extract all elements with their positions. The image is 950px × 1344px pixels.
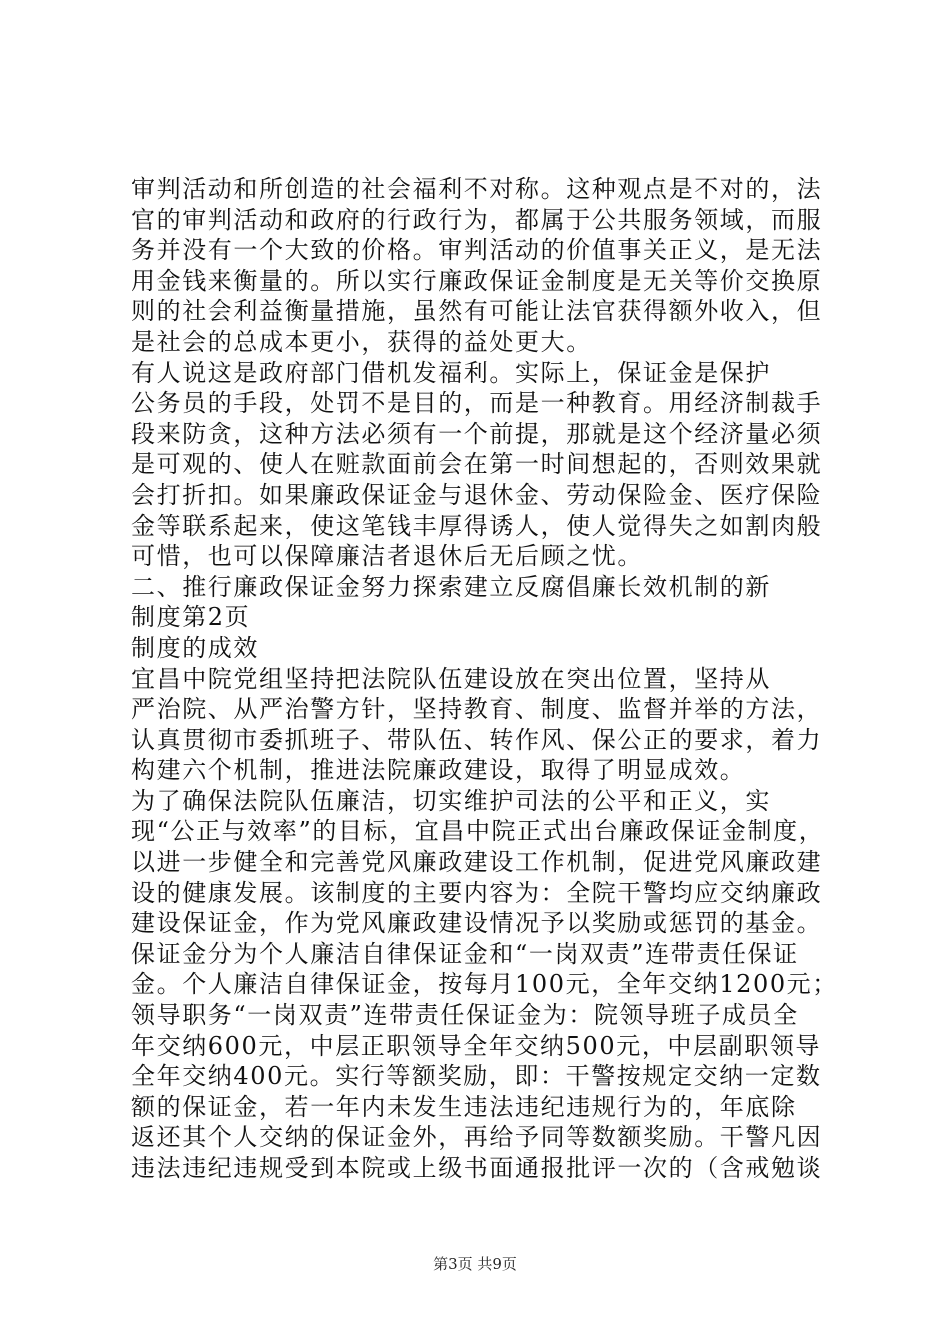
text-line: 金等联系起来，使这笔钱丰厚得诱人，使人觉得失之如割肉般 xyxy=(131,511,823,540)
text-line: 为了确保法院队伍廉洁，切实维护司法的公平和正义，实 xyxy=(131,786,771,815)
text-line: 官的审判活动和政府的行政行为，都属于公共服务领域，而服 xyxy=(131,205,823,234)
text-line: 用金钱来衡量的。所以实行廉政保证金制度是无关等价交换原 xyxy=(131,266,823,295)
text-line: 是社会的总成本更小，获得的益处更大。 xyxy=(131,327,592,356)
text-line: 审判活动和所创造的社会福利不对称。这种观点是不对的，法 xyxy=(131,175,823,203)
text-line: 制度的成效 xyxy=(131,633,259,662)
text-line: 保证金分为个人廉洁自律保证金和“一岗双责”连带责任保证 xyxy=(131,939,799,968)
text-line: 全年交纳400元。实行等额奖励，即：干警按规定交纳一定数 xyxy=(131,1062,822,1091)
page-number: 第3页 共9页 xyxy=(433,1255,517,1273)
text-line: 则的社会利益衡量措施，虽然有可能让法官获得额外收入，但 xyxy=(131,297,823,326)
text-line: 返还其个人交纳的保证金外，再给予同等数额奖励。干警凡因 xyxy=(131,1123,823,1152)
text-line: 务并没有一个大致的价格。审判活动的价值事关正义，是无法 xyxy=(131,236,823,265)
text-line: 有人说这是政府部门借机发福利。实际上，保证金是保护 xyxy=(131,358,771,387)
text-line: 建设保证金，作为党风廉政建设情况予以奖励或惩罚的基金。 xyxy=(131,909,823,938)
text-line: 领导职务“一岗双责”连带责任保证金为：院领导班子成员全 xyxy=(131,1001,799,1030)
body-text xyxy=(131,174,838,1184)
text-line: 现“公正与效率”的目标，宜昌中院正式出台廉政保证金制度， xyxy=(131,817,825,846)
text-line: 年交纳600元，中层正职领导全年交纳500元，中层副职领导 xyxy=(131,1031,822,1060)
text-line: 是可观的、使人在赃款面前会在第一时间想起的，否则效果就 xyxy=(131,450,823,479)
text-line: 设的健康发展。该制度的主要内容为：全院干警均应交纳廉政 xyxy=(131,878,823,907)
text-line: 宜昌中院党组坚持把法院队伍建设放在突出位置，坚持从 xyxy=(131,664,771,693)
text-line: 认真贯彻市委抓班子、带队伍、转作风、保公正的要求，着力 xyxy=(131,725,823,754)
text-line: 会打折扣。如果廉政保证金与退休金、劳动保险金、医疗保险 xyxy=(131,480,823,509)
text-line: 二、推行廉政保证金努力探索建立反腐倡廉长效机制的新 xyxy=(131,572,771,601)
text-line: 公务员的手段，处罚不是目的，而是一种教育。用经济制裁手 xyxy=(131,389,823,418)
page-footer xyxy=(0,1253,950,1274)
text-line: 可惜，也可以保障廉洁者退休后无后顾之忧。 xyxy=(131,542,643,571)
text-line: 构建六个机制，推进法院廉政建设，取得了明显成效。 xyxy=(131,756,746,785)
text-line: 金。个人廉洁自律保证金，按每月100元，全年交纳1200元； xyxy=(131,970,838,999)
text-line: 严治院、从严治警方针，坚持教育、制度、监督并举的方法， xyxy=(131,695,823,724)
text-line: 违法违纪违规受到本院或上级书面通报批评一次的（含戒勉谈 xyxy=(131,1154,823,1182)
text-line: 以进一步健全和完善党风廉政建设工作机制，促进党风廉政建 xyxy=(131,848,823,877)
text-line: 制度第2页 xyxy=(131,603,251,632)
text-line: 段来防贪，这种方法必须有一个前提，那就是这个经济量必须 xyxy=(131,419,823,448)
text-line: 额的保证金，若一年内未发生违法违纪违规行为的，年底除 xyxy=(131,1092,797,1121)
